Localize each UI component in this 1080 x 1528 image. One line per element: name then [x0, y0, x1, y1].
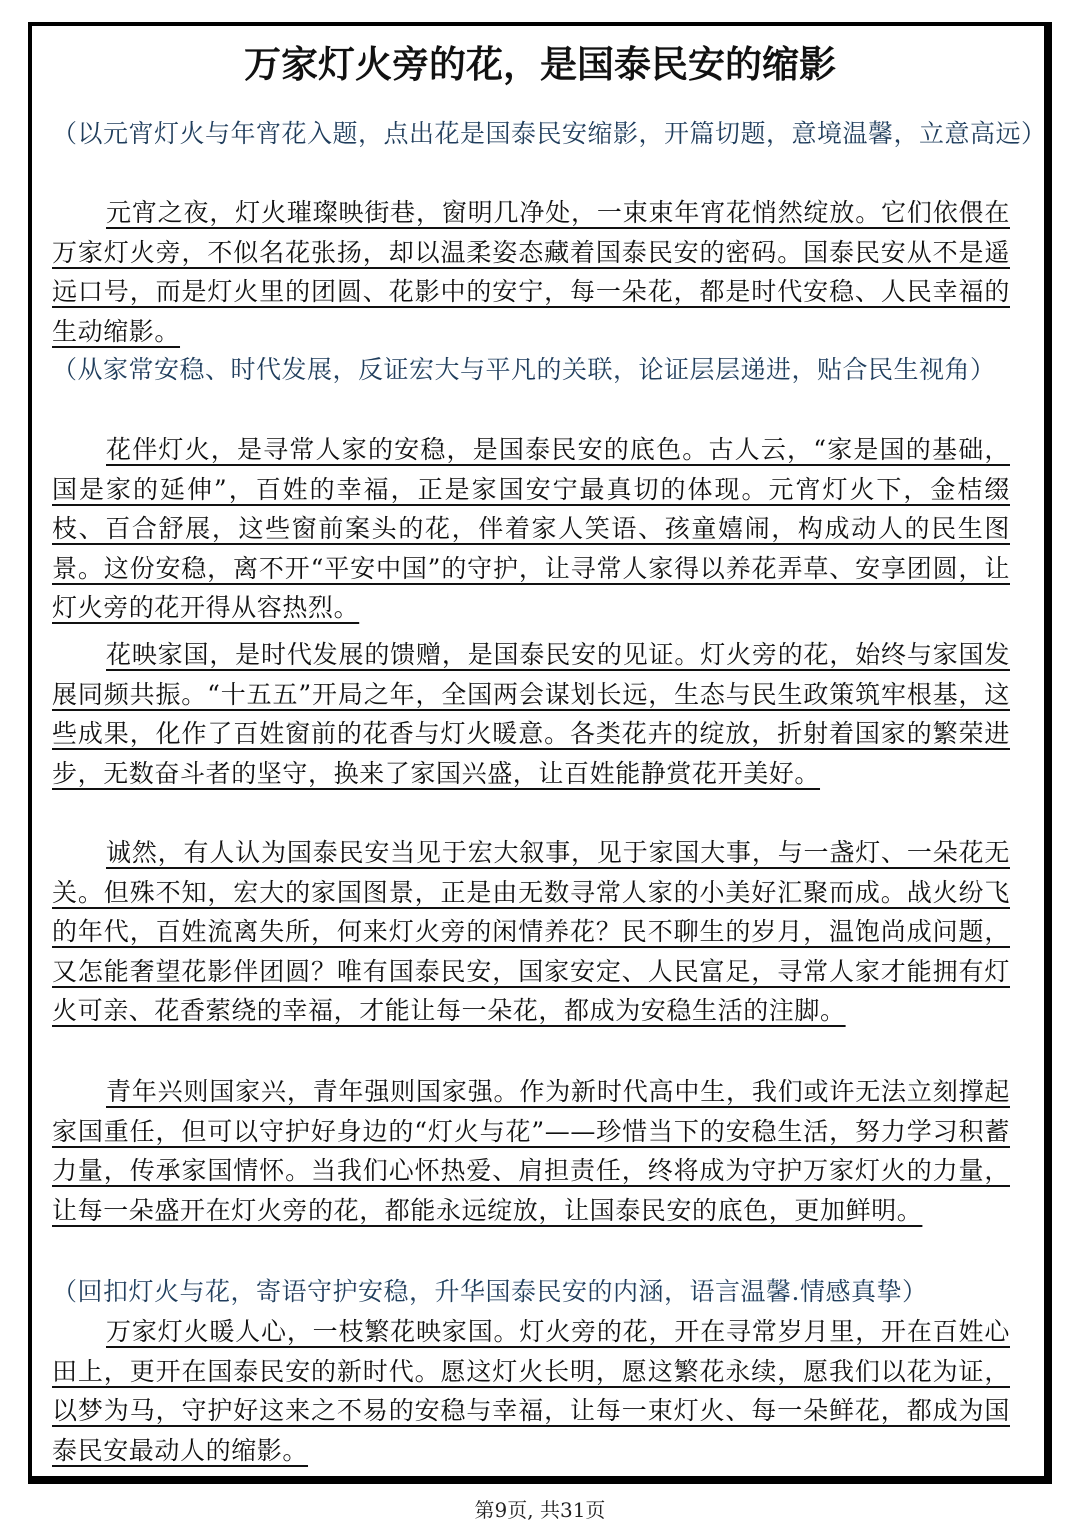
paragraph-6 [52, 1312, 1010, 1470]
paragraph-2 [52, 430, 1010, 628]
paragraph-3-text: 花映家国，是时代发展的馈赠，是国泰民安的见证。灯火旁的花，始终与家国发展同频共振。“十五五”开局之年，全国两会谋划长远，生态与民生政策筑牢根基，这些成果，化作了百姓窗前的花香与灯火暖意。各类花卉的绽放，折射着国家的繁荣进步，无数奋斗者的坚守，换来了家国兴盛，让百姓能静赏花开美好。 [52, 640, 1010, 788]
paragraph-3 [52, 635, 1010, 793]
paragraph-1 [52, 193, 1010, 351]
annotation-body: （从家常安稳、时代发展，反证宏大与平凡的关联，论证层层递进，贴合民生视角） [52, 355, 996, 384]
essay-title: 万家灯火旁的花，是国泰民安的缩影 [244, 43, 836, 86]
paragraph-1-text: 元宵之夜，灯火璀璨映街巷，窗明几净处，一束束年宵花悄然绽放。它们依偎在万家灯火旁，不似名花张扬，却以温柔姿态藏着国泰民安的密码。国泰民安从不是遥远口号，而是灯火里的团圆、花影中的安宁，每一朵花，都是时代安稳、人民幸福的生动缩影。 [52, 198, 1010, 346]
paragraph-4-text: 诚然，有人认为国泰民安当见于宏大叙事，见于家国大事，与一盏灯、一朵花无关。但殊不知，宏大的家国图景，正是由无数寻常人家的小美好汇聚而成。战火纷飞的年代，百姓流离失所，何来灯火旁的闲情养花？民不聊生的岁月，温饱尚成问题，又怎能奢望花影伴团圆？唯有国泰民安，国家安定、人民富足，寻常人家才能拥有灯火可亲、花香萦绕的幸福，才能让每一朵花，都成为安稳生活的注脚。 [52, 838, 1010, 1026]
paragraph-5 [52, 1072, 1010, 1230]
annotation-conclusion: （回扣灯火与花，寄语守护安稳，升华国泰民安的内涵，语言温馨.情感真挚） [52, 1277, 928, 1306]
paragraph-4 [52, 833, 1010, 1031]
annotation-intro: （以元宵灯火与年宵花入题，点出花是国泰民安缩影，开篇切题，意境温馨，立意高远） [52, 119, 1047, 148]
paragraph-2-text: 花伴灯火，是寻常人家的安稳，是国泰民安的底色。古人云，“家是国的基础，国是家的延伸”，百姓的幸福，正是家国安宁最真切的体现。元宵灯火下，金桔缀枝、百合舒展，这些窗前案头的花，伴着家人笑语、孩童嬉闹，构成动人的民生图景。这份安稳，离不开“平安中国”的守护，让寻常人家得以养花弄草、安享团圆，让灯火旁的花开得从容热烈。 [52, 435, 1010, 623]
page-number: 第9页, 共31页 [474, 1498, 606, 1522]
paragraph-5-text: 青年兴则国家兴，青年强则国家强。作为新时代高中生，我们或许无法立刻撑起家国重任，但可以守护好身边的“灯火与花”——珍惜当下的安稳生活，努力学习积蓄力量，传承家国情怀。当我们心怀热爱、肩担责任，终将成为守护万家灯火的力量，让每一朵盛开在灯火旁的花，都能永远绽放，让国泰民安的底色，更加鲜明。 [52, 1077, 1010, 1225]
paragraph-6-text: 万家灯火暖人心，一枝繁花映家国。灯火旁的花，开在寻常岁月里，开在百姓心田上，更开在国泰民安的新时代。愿这灯火长明，愿这繁花永续，愿我们以花为证，以梦为马，守护好这来之不易的安稳与幸福，让每一束灯火、每一朵鲜花，都成为国泰民安最动人的缩影。 [52, 1317, 1010, 1465]
